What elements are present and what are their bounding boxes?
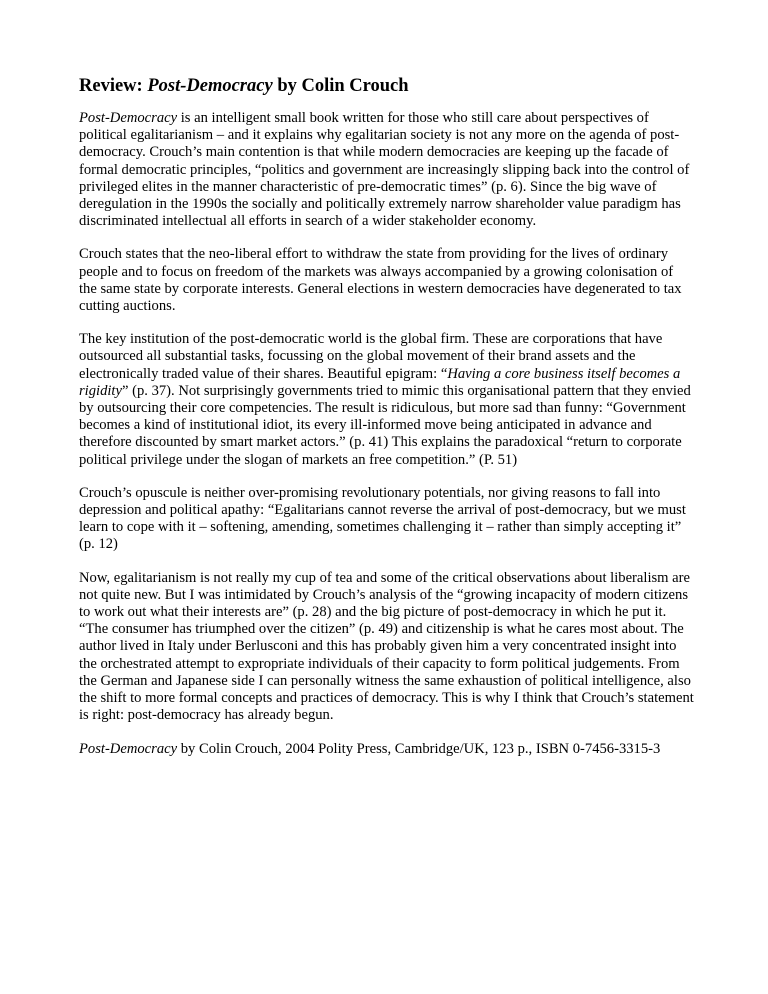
citation-text: by Colin Crouch, 2004 Polity Press, Cambridge/UK, 123 p., ISBN 0-7456-3315-3 bbox=[177, 740, 661, 757]
epigram-quote: Having a core business itself becomes a rigidity bbox=[79, 365, 681, 399]
document-page bbox=[79, 75, 694, 774]
citation-book: Post-Democracy bbox=[79, 740, 178, 757]
paragraph-text: Crouch’s opuscule is neither over-promising revolutionary potentials, nor giving reasons to fall into depression and political apathy: “Egalitarians cannot reverse the arrival of post-democracy, but we must learn to cope with it – softening, amending, sometimes challenging it – rather than simply accepting it” (p. 12) bbox=[79, 484, 686, 553]
paragraph-intro bbox=[79, 110, 694, 230]
paragraph-text: is an intelligent small book written for those who still care about perspectives of political egalitarianism – and it explains why egalitarian society is not any more on the agenda of post-democracy. Crouch’s main contention is that while modern democracies are keeping up the facade of formal democratic principles, “politics and government are increasingly slipping back into the control of privileged elites in the manner characteristic of pre-democratic times” (p. 6). Since the big wave of deregulation in the 1990s the socially and politically extremely narrow shareholder value paradigm has discriminated intellectual all efforts in search of a wider stakeholder economy. bbox=[79, 110, 690, 230]
page-title bbox=[79, 75, 694, 97]
paragraph-text-after: ” (p. 37). Not surprisingly governments tried to mimic this organisational pattern that they envied by outsourcing their core competencies. The result is ridiculous, but more sad than funny: “Government becomes a kind of institutional idiot, its every ill-informed move being anticipated in advance and therefore discounted by smart market actors.” (p. 41) This explains the paradoxical “return to corporate political privilege under the slogan of markets an free competition.” (P. 51) bbox=[79, 382, 691, 468]
paragraph-conclusion bbox=[79, 570, 694, 725]
book-name: Post-Democracy bbox=[79, 110, 178, 126]
paragraph-opuscule bbox=[79, 485, 694, 554]
paragraph-text: Now, egalitarianism is not really my cup of tea and some of the critical observations about liberalism are not quite new. But I was intimidated by Crouch’s analysis of the “growing incapacity of modern citizens to work out what their interests are” (p. 28) and the big picture of post-democracy in which he put it. “The consumer has triumphed over the citizen” (p. 49) and citizenship is what he cares most about. The author lived in Italy under Berlusconi and this has probably given him a very concentrated insight into the orchestrated attempt to expropriate individuals of their capacity to form political judgements. From the German and Japanese side I can personally witness the same exhaustion of political intelligence, also the shift to more formal concepts and practices of democracy. This is why I think that Crouch’s statement is right: post-democracy has already begun. bbox=[79, 569, 694, 724]
paragraph-global-firm bbox=[79, 331, 694, 469]
paragraph-text-before: The key institution of the post-democratic world is the global firm. These are corporations that have outsourced all substantial tasks, focussing on the global movement of their brand assets and the electronically traded value of their shares. Beautiful epigram: “ bbox=[79, 331, 663, 382]
citation bbox=[79, 741, 694, 758]
paragraph-text: Crouch states that the neo-liberal effort to withdraw the state from providing for the lives of ordinary people and to focus on freedom of the markets was always accompanied by a growing colonisation of the same state by corporate interests. General elections in western democracies have degenerated to tax cutting auctions. bbox=[79, 246, 682, 315]
title-prefix: Review: bbox=[79, 76, 148, 96]
title-suffix: by Colin Crouch bbox=[272, 76, 409, 96]
title-book: Post-Democracy bbox=[147, 76, 273, 96]
paragraph-neoliberal bbox=[79, 246, 694, 315]
